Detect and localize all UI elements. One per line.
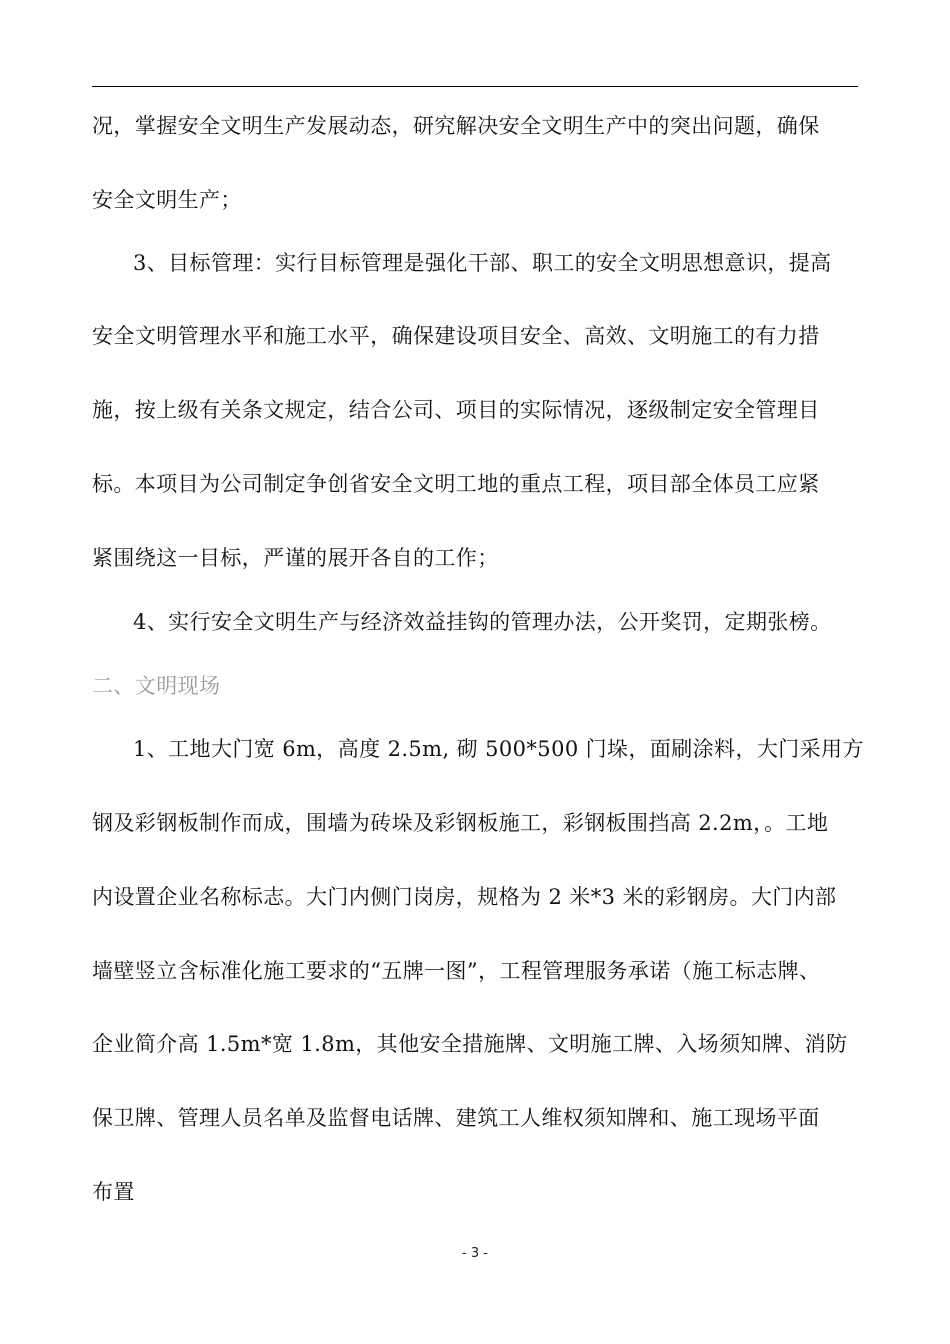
body-line-13: 墙壁竖立含标准化施工要求的“五牌一图”，工程管理服务承诺（施工标志牌、	[92, 959, 821, 983]
body-line-16: 布置	[92, 1180, 135, 1204]
body-line-1: 况，掌握安全文明生产发展动态，研究解决安全文明生产中的突出问题，确保	[92, 114, 820, 138]
body-line-12: 内设置企业名称标志。大门内侧门岗房，规格为 2 米*3 米的彩钢房。大门内部	[92, 885, 837, 909]
body-line-4: 安全文明管理水平和施工水平，确保建设项目安全、高效、文明施工的有力措	[92, 324, 820, 348]
body-line-11: 钢及彩钢板制作而成，围墙为砖垛及彩钢板施工，彩钢板围挡高 2.2m，。工地	[92, 811, 829, 835]
body-line-10: 1、工地大门宽 6m，高度 2.5m, 砌 500*500 门垛，面刷涂料，大门采用方	[133, 737, 864, 761]
body-line-6: 标。本项目为公司制定争创省安全文明工地的重点工程，项目部全体员工应紧	[92, 472, 820, 496]
section-heading: 二、文明现场	[92, 674, 221, 698]
body-line-14: 企业简介高 1.5m*宽 1.8m，其他安全措施牌、文明施工牌、入场须知牌、消防	[92, 1032, 848, 1056]
body-line-15: 保卫牌、管理人员名单及监督电话牌、建筑工人维权须知牌和、施工现场平面	[92, 1106, 820, 1130]
body-line-2: 安全文明生产；	[92, 188, 242, 212]
body-line-7: 紧围绕这一目标，严谨的展开各自的工作；	[92, 546, 499, 570]
page-number: - 3 -	[462, 1246, 488, 1261]
header-rule	[92, 86, 858, 87]
body-line-3: 3、目标管理：实行目标管理是强化干部、职工的安全文明思想意识，提高	[133, 251, 832, 275]
body-line-8: 4、实行安全文明生产与经济效益挂钩的管理办法，公开奖罚，定期张榜。	[133, 610, 832, 634]
body-line-5: 施，按上级有关条文规定，结合公司、项目的实际情况，逐级制定安全管理目	[92, 398, 820, 422]
